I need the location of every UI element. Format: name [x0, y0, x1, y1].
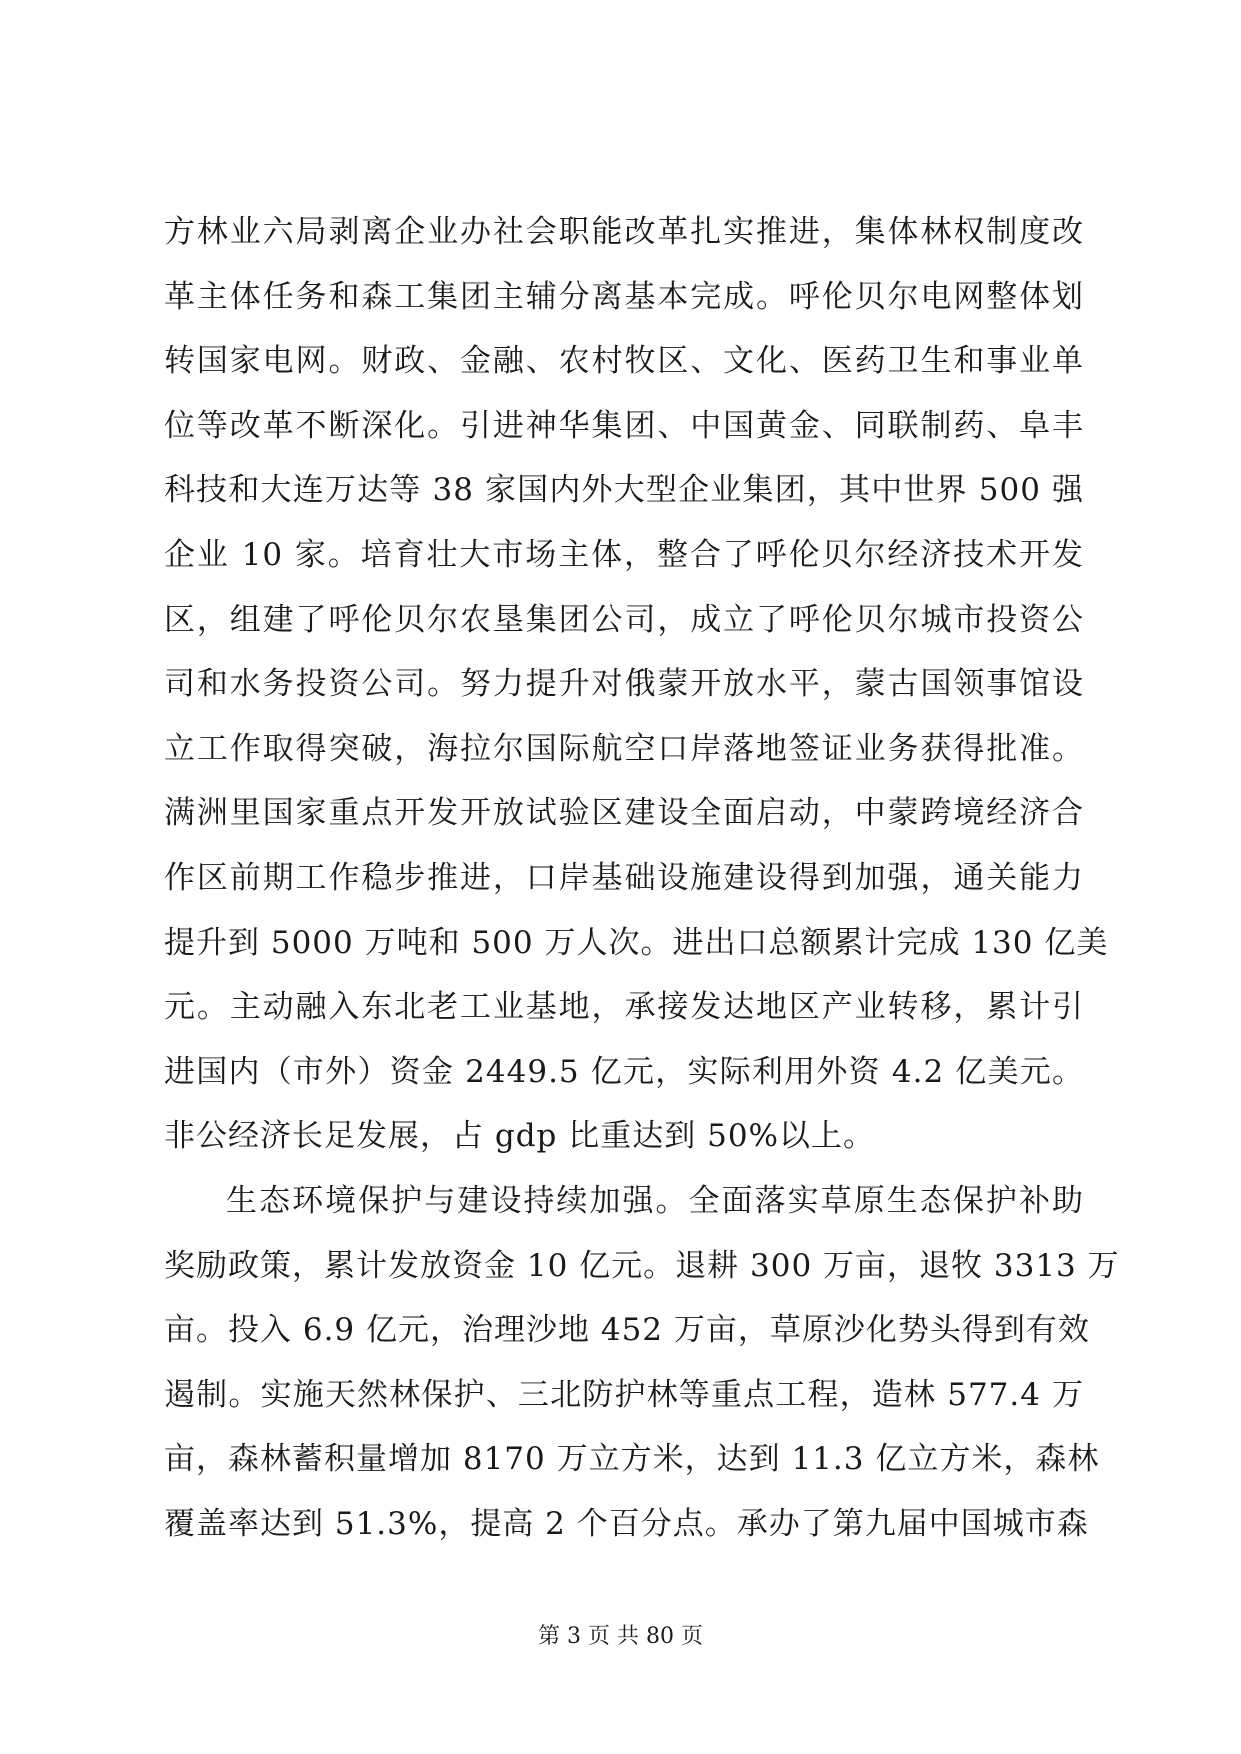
paragraph-2-line: 覆盖率达到 51.3%，提高 2 个百分点。承办了第九届中国城市森: [164, 1505, 1089, 1542]
paragraph-1-line: 进国内（市外）资金 2449.5 亿元，实际利用外资 4.2 亿美元。: [164, 1053, 1084, 1090]
paragraph-1-line: 立工作取得突破，海拉尔国际航空口岸落地签证业务获得批准。: [164, 730, 1084, 767]
paragraph-1-line: 转国家电网。财政、金融、农村牧区、文化、医药卫生和事业单: [164, 343, 1084, 380]
paragraph-1-line: 满洲里国家重点开发开放试验区建设全面启动，中蒙跨境经济合: [164, 795, 1084, 832]
paragraph-2-line: 亩。投入 6.9 亿元，治理沙地 452 万亩，草原沙化势头得到有效: [164, 1312, 1090, 1349]
document-body: [164, 200, 1120, 1556]
paragraph-2-line: 遏制。实施天然林保护、三北防护林等重点工程，造林 577.4 万: [164, 1376, 1084, 1413]
paragraph-1-line: 企业 10 家。培育壮大市场主体，整合了呼伦贝尔经济技术开发: [164, 536, 1084, 573]
paragraph-1-line: 非公经济长足发展，占 gdp 比重达到 50%以上。: [164, 1118, 875, 1155]
paragraph-2-line: 亩，森林蓄积量增加 8170 万立方米，达到 11.3 亿立方米，森林: [164, 1441, 1100, 1478]
paragraph-1-line: 提升到 5000 万吨和 500 万人次。进出口总额累计完成 130 亿美: [164, 924, 1109, 961]
paragraph-1-line: 方林业六局剥离企业办社会职能改革扎实推进，集体林权制度改: [164, 214, 1084, 250]
paragraph-1-line: 科技和大连万达等 38 家国内外大型企业集团，其中世界 500 强: [164, 472, 1084, 509]
paragraph-1-line: 司和水务投资公司。努力提升对俄蒙开放水平，蒙古国领事馆设: [164, 666, 1084, 703]
paragraph-2-line: 生态环境保护与建设持续加强。全面落实草原生态保护补助: [226, 1182, 1084, 1219]
paragraph-1-line: 作区前期工作稳步推进，口岸基础设施建设得到加强，通关能力: [164, 859, 1084, 896]
paragraph-1-line: 区，组建了呼伦贝尔农垦集团公司，成立了呼伦贝尔城市投资公: [164, 601, 1084, 638]
paragraph-1-line: 位等改革不断深化。引进神华集团、中国黄金、同联制药、阜丰: [164, 407, 1084, 444]
page-number-footer: 第 3 页 共 80 页: [538, 1624, 703, 1649]
paragraph-1-line: 元。主动融入东北老工业基地，承接发达地区产业转移，累计引: [164, 989, 1084, 1026]
paragraph-1-line: 革主体任务和森工集团主辅分离基本完成。呼伦贝尔电网整体划: [164, 278, 1084, 315]
paragraph-2-line: 奖励政策，累计发放资金 10 亿元。退耕 300 万亩，退牧 3313 万: [164, 1247, 1120, 1284]
